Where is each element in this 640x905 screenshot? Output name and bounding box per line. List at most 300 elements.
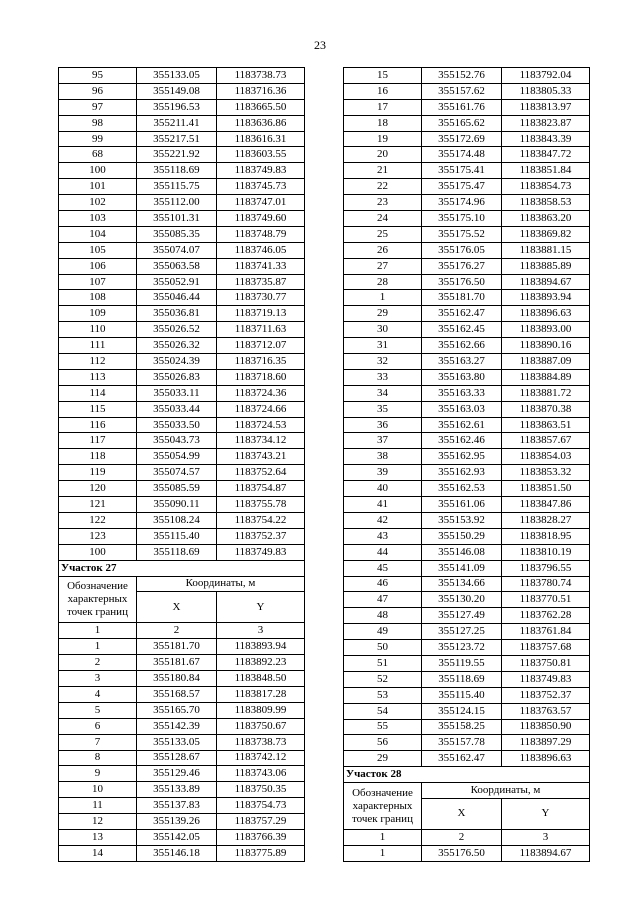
- x-coordinate-cell: 355180.84: [137, 671, 217, 687]
- y-coordinate-cell: 1183755.78: [217, 497, 305, 513]
- point-number-cell: 11: [59, 798, 137, 814]
- point-label-header: Обозначение характерных точек границ: [344, 783, 422, 830]
- column-number-row: [344, 829, 590, 845]
- y-coordinate-cell: 1183870.38: [502, 401, 590, 417]
- table-row: [344, 258, 590, 274]
- table-row: [59, 354, 305, 370]
- point-number-cell: 29: [344, 751, 422, 767]
- table-row: [59, 671, 305, 687]
- table-row: [344, 528, 590, 544]
- point-number-cell: 105: [59, 242, 137, 258]
- y-coordinate-cell: 1183738.73: [217, 68, 305, 84]
- coordinates-header: Координаты, м: [422, 783, 590, 799]
- x-coordinate-cell: 355221.92: [137, 147, 217, 163]
- point-number-cell: 24: [344, 211, 422, 227]
- point-number-cell: 112: [59, 354, 137, 370]
- y-coordinate-cell: 1183890.16: [502, 338, 590, 354]
- point-number-cell: 43: [344, 528, 422, 544]
- table-row: [344, 274, 590, 290]
- table-row: [344, 322, 590, 338]
- x-coordinate-cell: 355181.70: [422, 290, 502, 306]
- table-row: [59, 322, 305, 338]
- table-row: [59, 814, 305, 830]
- y-coordinate-cell: 1183743.06: [217, 766, 305, 782]
- x-coordinate-cell: 355026.32: [137, 338, 217, 354]
- table-row: [59, 718, 305, 734]
- x-coordinate-cell: 355141.09: [422, 560, 502, 576]
- point-number-cell: 99: [59, 131, 137, 147]
- y-coordinate-cell: 1183716.36: [217, 83, 305, 99]
- point-number-cell: 34: [344, 385, 422, 401]
- point-number-cell: 51: [344, 655, 422, 671]
- table-row: [59, 338, 305, 354]
- point-number-cell: 101: [59, 179, 137, 195]
- point-number-cell: 30: [344, 322, 422, 338]
- y-coordinate-cell: 1183718.60: [217, 369, 305, 385]
- y-coordinate-cell: 1183851.84: [502, 163, 590, 179]
- x-coordinate-cell: 355085.59: [137, 481, 217, 497]
- y-coordinate-cell: 1183711.63: [217, 322, 305, 338]
- point-number-cell: 46: [344, 576, 422, 592]
- x-coordinate-cell: 355112.00: [137, 195, 217, 211]
- point-number-cell: 39: [344, 465, 422, 481]
- y-coordinate-cell: 1183847.86: [502, 497, 590, 513]
- x-coordinate-cell: 355074.07: [137, 242, 217, 258]
- x-coordinate-cell: 355052.91: [137, 274, 217, 290]
- point-number-cell: 52: [344, 671, 422, 687]
- header-row: [59, 576, 305, 592]
- x-coordinate-cell: 355181.70: [137, 639, 217, 655]
- point-number-cell: 16: [344, 83, 422, 99]
- table-row: [59, 782, 305, 798]
- point-number-cell: 114: [59, 385, 137, 401]
- x-coordinate-cell: 355054.99: [137, 449, 217, 465]
- point-number-cell: 33: [344, 369, 422, 385]
- y-coordinate-cell: 1183818.95: [502, 528, 590, 544]
- point-number-cell: 49: [344, 624, 422, 640]
- point-number-cell: 28: [344, 274, 422, 290]
- y-header: Y: [217, 592, 305, 623]
- x-coordinate-cell: 355074.57: [137, 465, 217, 481]
- x-header: X: [137, 592, 217, 623]
- x-coordinate-cell: 355211.41: [137, 115, 217, 131]
- point-number-cell: 68: [59, 147, 137, 163]
- point-number-cell: 98: [59, 115, 137, 131]
- x-coordinate-cell: 355175.41: [422, 163, 502, 179]
- point-number-cell: 10: [59, 782, 137, 798]
- y-coordinate-cell: 1183742.12: [217, 750, 305, 766]
- x-coordinate-cell: 355127.49: [422, 608, 502, 624]
- point-number-cell: 1: [344, 290, 422, 306]
- x-coordinate-cell: 355137.83: [137, 798, 217, 814]
- table-row: [344, 163, 590, 179]
- table-row: [344, 115, 590, 131]
- table-row: [344, 687, 590, 703]
- x-coordinate-cell: 355161.06: [422, 497, 502, 513]
- table-row: [59, 497, 305, 513]
- table-row: [344, 465, 590, 481]
- table-row: [344, 544, 590, 560]
- table-row: [344, 640, 590, 656]
- y-coordinate-cell: 1183741.33: [217, 258, 305, 274]
- table-row: [59, 433, 305, 449]
- table-row: [59, 195, 305, 211]
- x-coordinate-cell: 355163.33: [422, 385, 502, 401]
- column-number: 1: [59, 623, 137, 639]
- point-number-cell: 3: [59, 671, 137, 687]
- y-coordinate-cell: 1183761.84: [502, 624, 590, 640]
- table-row: [344, 68, 590, 84]
- x-coordinate-cell: 355133.05: [137, 734, 217, 750]
- x-coordinate-cell: 355033.11: [137, 385, 217, 401]
- x-coordinate-cell: 355115.40: [422, 687, 502, 703]
- point-number-cell: 4: [59, 686, 137, 702]
- point-number-cell: 116: [59, 417, 137, 433]
- point-number-cell: 36: [344, 417, 422, 433]
- column-number: 2: [137, 623, 217, 639]
- point-number-cell: 122: [59, 512, 137, 528]
- table-row: [344, 195, 590, 211]
- y-coordinate-cell: 1183858.53: [502, 195, 590, 211]
- x-coordinate-cell: 355175.10: [422, 211, 502, 227]
- point-number-cell: 115: [59, 401, 137, 417]
- point-number-cell: 109: [59, 306, 137, 322]
- x-coordinate-cell: 355101.31: [137, 211, 217, 227]
- y-coordinate-cell: 1183892.23: [217, 655, 305, 671]
- x-coordinate-cell: 355163.03: [422, 401, 502, 417]
- table-row: [344, 608, 590, 624]
- x-coordinate-cell: 355024.39: [137, 354, 217, 370]
- y-coordinate-cell: 1183754.73: [217, 798, 305, 814]
- point-number-cell: 44: [344, 544, 422, 560]
- y-coordinate-cell: 1183748.79: [217, 226, 305, 242]
- column-number: 3: [217, 623, 305, 639]
- table-row: [59, 274, 305, 290]
- point-number-cell: 31: [344, 338, 422, 354]
- y-coordinate-cell: 1183665.50: [217, 99, 305, 115]
- point-number-cell: 48: [344, 608, 422, 624]
- point-number-cell: 18: [344, 115, 422, 131]
- point-number-cell: 110: [59, 322, 137, 338]
- point-number-cell: 20: [344, 147, 422, 163]
- y-coordinate-cell: 1183805.33: [502, 83, 590, 99]
- point-number-cell: 120: [59, 481, 137, 497]
- coordinates-header: Координаты, м: [137, 576, 305, 592]
- table-row: [344, 83, 590, 99]
- point-number-cell: 23: [344, 195, 422, 211]
- table-row: [59, 686, 305, 702]
- point-number-cell: 12: [59, 814, 137, 830]
- x-coordinate-cell: 355163.80: [422, 369, 502, 385]
- y-coordinate-cell: 1183746.05: [217, 242, 305, 258]
- x-coordinate-cell: 355127.25: [422, 624, 502, 640]
- table-row: [344, 655, 590, 671]
- table-row: [59, 163, 305, 179]
- table-row: [344, 354, 590, 370]
- x-coordinate-cell: 355115.75: [137, 179, 217, 195]
- point-number-cell: 97: [59, 99, 137, 115]
- point-number-cell: 19: [344, 131, 422, 147]
- table-row: [59, 99, 305, 115]
- y-coordinate-cell: 1183885.89: [502, 258, 590, 274]
- x-coordinate-cell: 355033.44: [137, 401, 217, 417]
- x-coordinate-cell: 355161.76: [422, 99, 502, 115]
- point-number-cell: 42: [344, 512, 422, 528]
- x-coordinate-cell: 355162.93: [422, 465, 502, 481]
- y-coordinate-cell: 1183851.50: [502, 481, 590, 497]
- coordinates-table-left: [58, 67, 305, 862]
- x-coordinate-cell: 355123.72: [422, 640, 502, 656]
- y-coordinate-cell: 1183854.03: [502, 449, 590, 465]
- point-number-cell: 102: [59, 195, 137, 211]
- table-row: [344, 497, 590, 513]
- x-coordinate-cell: 355146.18: [137, 845, 217, 861]
- x-coordinate-cell: 355063.58: [137, 258, 217, 274]
- y-coordinate-cell: 1183752.64: [217, 465, 305, 481]
- x-coordinate-cell: 355181.67: [137, 655, 217, 671]
- x-coordinate-cell: 355162.45: [422, 322, 502, 338]
- y-coordinate-cell: 1183738.73: [217, 734, 305, 750]
- section-title-row: [59, 560, 305, 576]
- x-coordinate-cell: 355163.27: [422, 354, 502, 370]
- table-row: [344, 449, 590, 465]
- point-number-cell: 54: [344, 703, 422, 719]
- y-coordinate-cell: 1183894.67: [502, 845, 590, 861]
- y-coordinate-cell: 1183857.67: [502, 433, 590, 449]
- x-coordinate-cell: 355162.66: [422, 338, 502, 354]
- x-coordinate-cell: 355150.29: [422, 528, 502, 544]
- y-coordinate-cell: 1183863.20: [502, 211, 590, 227]
- table-row: [344, 512, 590, 528]
- x-coordinate-cell: 355119.55: [422, 655, 502, 671]
- table-row: [59, 528, 305, 544]
- point-number-cell: 1: [59, 639, 137, 655]
- y-coordinate-cell: 1183724.36: [217, 385, 305, 401]
- x-coordinate-cell: 355176.50: [422, 274, 502, 290]
- point-number-cell: 21: [344, 163, 422, 179]
- y-coordinate-cell: 1183792.04: [502, 68, 590, 84]
- point-number-cell: 111: [59, 338, 137, 354]
- point-number-cell: 100: [59, 163, 137, 179]
- y-coordinate-cell: 1183843.39: [502, 131, 590, 147]
- point-number-cell: 1: [344, 845, 422, 861]
- x-coordinate-cell: 355090.11: [137, 497, 217, 513]
- x-coordinate-cell: 355162.46: [422, 433, 502, 449]
- y-coordinate-cell: 1183636.86: [217, 115, 305, 131]
- y-coordinate-cell: 1183603.55: [217, 147, 305, 163]
- table-row: [344, 290, 590, 306]
- y-header: Y: [502, 798, 590, 829]
- y-coordinate-cell: 1183893.00: [502, 322, 590, 338]
- table-row: [344, 306, 590, 322]
- point-number-cell: 104: [59, 226, 137, 242]
- table-row: [59, 544, 305, 560]
- table-row: [59, 385, 305, 401]
- point-number-cell: 47: [344, 592, 422, 608]
- x-coordinate-cell: 355162.61: [422, 417, 502, 433]
- y-coordinate-cell: 1183887.09: [502, 354, 590, 370]
- point-number-cell: 5: [59, 702, 137, 718]
- y-coordinate-cell: 1183757.68: [502, 640, 590, 656]
- y-coordinate-cell: 1183847.72: [502, 147, 590, 163]
- x-coordinate-cell: 355157.62: [422, 83, 502, 99]
- point-number-cell: 56: [344, 735, 422, 751]
- y-coordinate-cell: 1183750.35: [217, 782, 305, 798]
- x-coordinate-cell: 355174.96: [422, 195, 502, 211]
- point-number-cell: 35: [344, 401, 422, 417]
- table-row: [59, 131, 305, 147]
- point-number-cell: 103: [59, 211, 137, 227]
- table-row: [344, 401, 590, 417]
- y-coordinate-cell: 1183823.87: [502, 115, 590, 131]
- x-coordinate-cell: 355026.52: [137, 322, 217, 338]
- table-row: [59, 829, 305, 845]
- y-coordinate-cell: 1183752.37: [502, 687, 590, 703]
- table-row: [59, 798, 305, 814]
- point-number-cell: 108: [59, 290, 137, 306]
- x-coordinate-cell: 355128.67: [137, 750, 217, 766]
- table-row: [344, 338, 590, 354]
- point-label-header: Обозначение характерных точек границ: [59, 576, 137, 623]
- point-number-cell: 117: [59, 433, 137, 449]
- table-row: [59, 306, 305, 322]
- y-coordinate-cell: 1183893.94: [502, 290, 590, 306]
- point-number-cell: 121: [59, 497, 137, 513]
- point-number-cell: 29: [344, 306, 422, 322]
- table-row: [59, 465, 305, 481]
- y-coordinate-cell: 1183854.73: [502, 179, 590, 195]
- x-coordinate-cell: 355162.95: [422, 449, 502, 465]
- table-row: [344, 147, 590, 163]
- y-coordinate-cell: 1183616.31: [217, 131, 305, 147]
- table-row: [344, 226, 590, 242]
- y-coordinate-cell: 1183881.72: [502, 385, 590, 401]
- table-row: [59, 369, 305, 385]
- point-number-cell: 45: [344, 560, 422, 576]
- x-coordinate-cell: 355133.89: [137, 782, 217, 798]
- table-row: [59, 702, 305, 718]
- y-coordinate-cell: 1183780.74: [502, 576, 590, 592]
- point-number-cell: 8: [59, 750, 137, 766]
- x-coordinate-cell: 355118.69: [422, 671, 502, 687]
- point-number-cell: 107: [59, 274, 137, 290]
- y-coordinate-cell: 1183734.12: [217, 433, 305, 449]
- table-row: [344, 211, 590, 227]
- column-number: 2: [422, 829, 502, 845]
- y-coordinate-cell: 1183869.82: [502, 226, 590, 242]
- table-row: [59, 147, 305, 163]
- y-coordinate-cell: 1183809.99: [217, 702, 305, 718]
- y-coordinate-cell: 1183817.28: [217, 686, 305, 702]
- y-coordinate-cell: 1183750.81: [502, 655, 590, 671]
- point-number-cell: 13: [59, 829, 137, 845]
- y-coordinate-cell: 1183893.94: [217, 639, 305, 655]
- x-coordinate-cell: 355152.76: [422, 68, 502, 84]
- point-number-cell: 7: [59, 734, 137, 750]
- table-row: [344, 624, 590, 640]
- table-row: [344, 560, 590, 576]
- table-row: [59, 845, 305, 861]
- table-row: [59, 655, 305, 671]
- table-row: [59, 290, 305, 306]
- table-row: [344, 576, 590, 592]
- y-coordinate-cell: 1183724.53: [217, 417, 305, 433]
- point-number-cell: 26: [344, 242, 422, 258]
- x-coordinate-cell: 355162.53: [422, 481, 502, 497]
- point-number-cell: 100: [59, 544, 137, 560]
- table-row: [59, 512, 305, 528]
- table-row: [59, 401, 305, 417]
- y-coordinate-cell: 1183884.89: [502, 369, 590, 385]
- y-coordinate-cell: 1183853.32: [502, 465, 590, 481]
- y-coordinate-cell: 1183719.13: [217, 306, 305, 322]
- y-coordinate-cell: 1183743.21: [217, 449, 305, 465]
- point-number-cell: 9: [59, 766, 137, 782]
- y-coordinate-cell: 1183770.51: [502, 592, 590, 608]
- x-coordinate-cell: 355129.46: [137, 766, 217, 782]
- y-coordinate-cell: 1183763.57: [502, 703, 590, 719]
- point-number-cell: 40: [344, 481, 422, 497]
- table-row: [59, 449, 305, 465]
- x-coordinate-cell: 355175.52: [422, 226, 502, 242]
- x-coordinate-cell: 355176.05: [422, 242, 502, 258]
- y-coordinate-cell: 1183828.27: [502, 512, 590, 528]
- table-row: [59, 750, 305, 766]
- point-number-cell: 106: [59, 258, 137, 274]
- point-number-cell: 37: [344, 433, 422, 449]
- table-row: [344, 99, 590, 115]
- point-number-cell: 32: [344, 354, 422, 370]
- table-row: [344, 481, 590, 497]
- table-row: [59, 639, 305, 655]
- y-coordinate-cell: 1183775.89: [217, 845, 305, 861]
- section-title: Участок 28: [344, 767, 590, 783]
- y-coordinate-cell: 1183749.83: [217, 163, 305, 179]
- y-coordinate-cell: 1183896.63: [502, 306, 590, 322]
- x-coordinate-cell: 355115.40: [137, 528, 217, 544]
- point-number-cell: 25: [344, 226, 422, 242]
- table-row: [59, 734, 305, 750]
- x-coordinate-cell: 355134.66: [422, 576, 502, 592]
- point-number-cell: 95: [59, 68, 137, 84]
- table-row: [344, 179, 590, 195]
- table-row: [344, 385, 590, 401]
- y-coordinate-cell: 1183716.35: [217, 354, 305, 370]
- x-coordinate-cell: 355033.50: [137, 417, 217, 433]
- x-coordinate-cell: 355165.62: [422, 115, 502, 131]
- x-coordinate-cell: 355174.48: [422, 147, 502, 163]
- x-coordinate-cell: 355175.47: [422, 179, 502, 195]
- y-coordinate-cell: 1183863.51: [502, 417, 590, 433]
- table-row: [344, 735, 590, 751]
- x-coordinate-cell: 355108.24: [137, 512, 217, 528]
- table-row: [59, 68, 305, 84]
- point-number-cell: 41: [344, 497, 422, 513]
- y-coordinate-cell: 1183754.87: [217, 481, 305, 497]
- table-row: [344, 719, 590, 735]
- table-row: [344, 671, 590, 687]
- point-number-cell: 53: [344, 687, 422, 703]
- table-row: [344, 131, 590, 147]
- y-coordinate-cell: 1183897.29: [502, 735, 590, 751]
- x-coordinate-cell: 355157.78: [422, 735, 502, 751]
- x-coordinate-cell: 355172.69: [422, 131, 502, 147]
- y-coordinate-cell: 1183848.50: [217, 671, 305, 687]
- y-coordinate-cell: 1183735.87: [217, 274, 305, 290]
- point-number-cell: 123: [59, 528, 137, 544]
- x-coordinate-cell: 355085.35: [137, 226, 217, 242]
- y-coordinate-cell: 1183754.22: [217, 512, 305, 528]
